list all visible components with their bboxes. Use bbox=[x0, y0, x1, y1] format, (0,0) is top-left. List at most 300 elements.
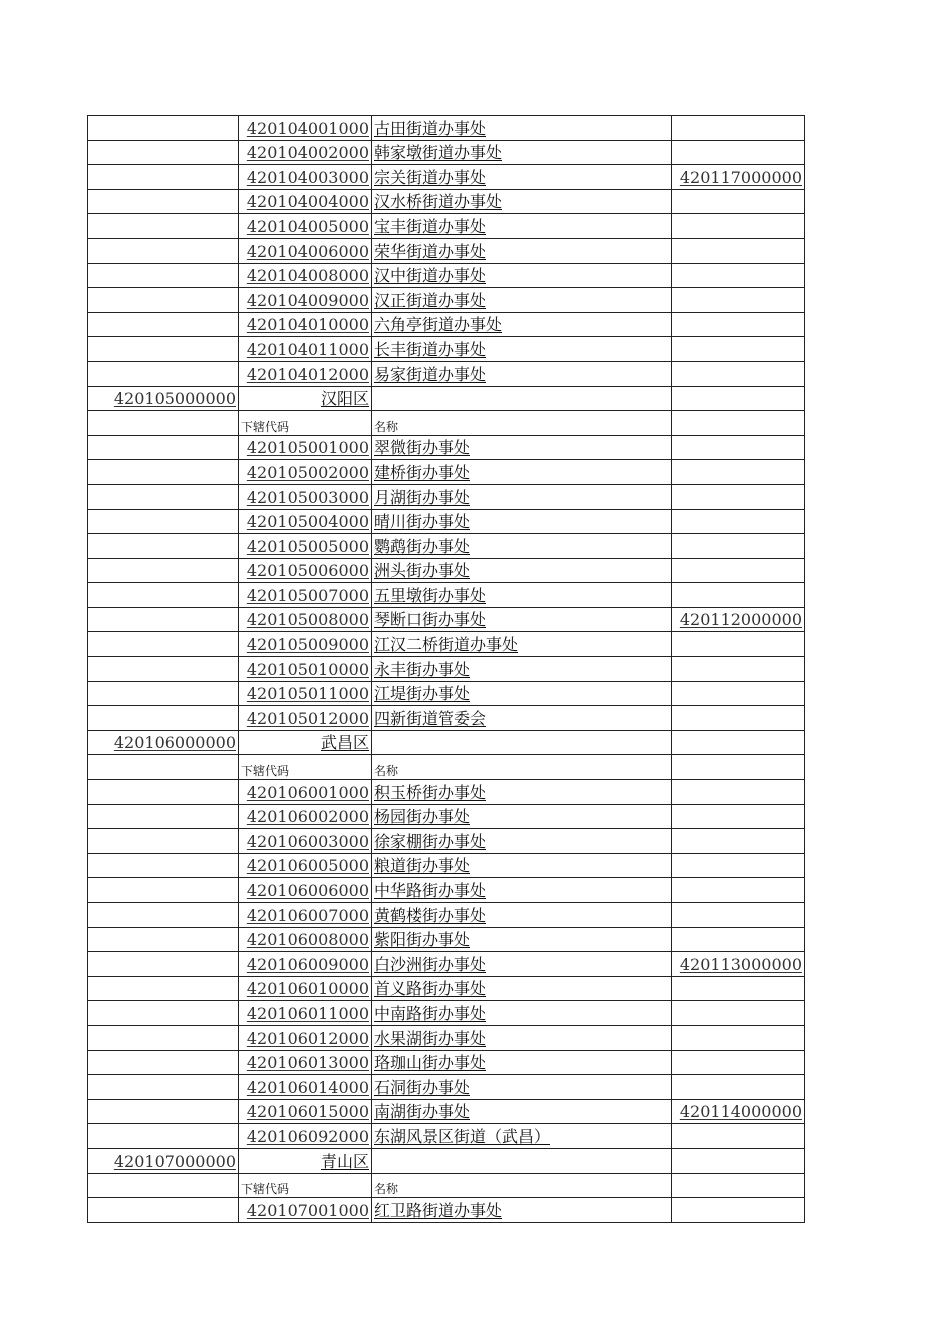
subdistrict-code-link[interactable]: 420106012000 bbox=[246, 1028, 369, 1048]
empty-cell bbox=[372, 1148, 672, 1173]
reference-code-link[interactable]: 420113000000 bbox=[679, 954, 802, 974]
district-row bbox=[88, 730, 805, 755]
subdistrict-code-link[interactable]: 420107001000 bbox=[246, 1200, 369, 1220]
subdistrict-code-link[interactable]: 420105006000 bbox=[246, 561, 369, 581]
subdistrict-name-link[interactable]: 首义路街办事处 bbox=[374, 979, 487, 999]
cell-c2 bbox=[239, 509, 372, 534]
cell-c2 bbox=[239, 681, 372, 706]
district-row bbox=[88, 1148, 805, 1173]
cell-c2 bbox=[239, 165, 372, 190]
empty-cell bbox=[88, 1099, 239, 1124]
empty-cell bbox=[672, 411, 805, 436]
subdistrict-name-link[interactable]: 水果湖街办事处 bbox=[374, 1028, 487, 1048]
subdistrict-code-link[interactable]: 420104004000 bbox=[246, 192, 369, 212]
subdistrict-code-link[interactable]: 420106003000 bbox=[246, 831, 369, 851]
cell-c1 bbox=[88, 730, 239, 755]
cell-c2 bbox=[239, 460, 372, 485]
subdistrict-name-link[interactable]: 积玉桥街办事处 bbox=[374, 782, 487, 802]
cell-c3 bbox=[372, 755, 672, 780]
table-row bbox=[88, 116, 805, 141]
subdistrict-name-link[interactable]: 汉正街道办事处 bbox=[374, 290, 487, 310]
district-row bbox=[88, 386, 805, 411]
subheader-row bbox=[88, 1173, 805, 1198]
spreadsheet-table bbox=[87, 115, 805, 1223]
table-row bbox=[88, 607, 805, 632]
cell-c2 bbox=[239, 607, 372, 632]
name-column-header: 名称 bbox=[374, 419, 399, 434]
cell-c3 bbox=[372, 1025, 672, 1050]
table-row bbox=[88, 140, 805, 165]
subdistrict-name-link[interactable]: 黄鹤楼街办事处 bbox=[374, 905, 487, 925]
cell-c2 bbox=[239, 952, 372, 977]
empty-cell bbox=[88, 116, 239, 141]
table-row bbox=[88, 214, 805, 239]
subdistrict-name-link[interactable]: 长丰街道办事处 bbox=[374, 339, 487, 359]
cell-c3 bbox=[372, 976, 672, 1001]
table-row bbox=[88, 337, 805, 362]
empty-cell bbox=[672, 534, 805, 559]
subheader-row bbox=[88, 755, 805, 780]
cell-c2 bbox=[239, 1075, 372, 1100]
reference-code-link[interactable]: 420112000000 bbox=[679, 610, 802, 630]
cell-c3 bbox=[372, 853, 672, 878]
subdistrict-code-link[interactable]: 420106010000 bbox=[246, 979, 369, 999]
cell-c2 bbox=[239, 632, 372, 657]
empty-cell bbox=[88, 1050, 239, 1075]
subcode-column-header: 下辖代码 bbox=[241, 419, 290, 434]
empty-cell bbox=[672, 1050, 805, 1075]
table-row bbox=[88, 1001, 805, 1026]
empty-cell bbox=[672, 804, 805, 829]
cell-c2 bbox=[239, 1001, 372, 1026]
district-name-link[interactable]: 汉阳区 bbox=[320, 389, 369, 409]
empty-cell bbox=[88, 361, 239, 386]
empty-cell bbox=[672, 1173, 805, 1198]
subdistrict-code-link[interactable]: 420106007000 bbox=[246, 905, 369, 925]
cell-c3 bbox=[372, 1124, 672, 1149]
empty-cell bbox=[88, 1001, 239, 1026]
subdistrict-code-link[interactable]: 420105002000 bbox=[246, 462, 369, 482]
subdistrict-name-link[interactable]: 中华路街办事处 bbox=[374, 881, 487, 900]
table-row bbox=[88, 1124, 805, 1149]
subdistrict-code-link[interactable]: 420106001000 bbox=[246, 782, 369, 802]
subdistrict-name-link[interactable]: 汉水桥街道办事处 bbox=[374, 192, 503, 212]
empty-cell bbox=[672, 878, 805, 903]
cell-c2 bbox=[239, 534, 372, 559]
cell-c3 bbox=[372, 509, 672, 534]
table-row bbox=[88, 952, 805, 977]
cell-c3 bbox=[372, 1173, 672, 1198]
cell-c2 bbox=[239, 804, 372, 829]
cell-c3 bbox=[372, 189, 672, 214]
table-row bbox=[88, 1075, 805, 1100]
empty-cell bbox=[88, 263, 239, 288]
empty-cell bbox=[88, 952, 239, 977]
empty-cell bbox=[88, 1173, 239, 1198]
cell-c2 bbox=[239, 214, 372, 239]
subdistrict-name-link[interactable]: 荣华街道办事处 bbox=[374, 241, 487, 261]
empty-cell bbox=[88, 534, 239, 559]
empty-cell bbox=[88, 681, 239, 706]
empty-cell bbox=[88, 657, 239, 682]
table-row bbox=[88, 460, 805, 485]
cell-c2 bbox=[239, 361, 372, 386]
cell-c3 bbox=[372, 804, 672, 829]
cell-c3 bbox=[372, 829, 672, 854]
table-row bbox=[88, 681, 805, 706]
subdistrict-code-link[interactable]: 420106009000 bbox=[246, 954, 369, 974]
empty-cell bbox=[672, 1198, 805, 1223]
subdistrict-code-link[interactable]: 420104010000 bbox=[246, 315, 369, 335]
empty-cell bbox=[88, 1198, 239, 1223]
subdistrict-code-link[interactable]: 420105009000 bbox=[246, 635, 369, 655]
cell-c2 bbox=[239, 976, 372, 1001]
subdistrict-name-link[interactable]: 晴川街办事处 bbox=[374, 512, 471, 532]
table-row bbox=[88, 238, 805, 263]
empty-cell bbox=[672, 361, 805, 386]
cell-c2 bbox=[239, 706, 372, 731]
cell-c3 bbox=[372, 1099, 672, 1124]
cell-c3 bbox=[372, 1198, 672, 1223]
empty-cell bbox=[672, 263, 805, 288]
table-row bbox=[88, 829, 805, 854]
empty-cell bbox=[88, 435, 239, 460]
cell-c1 bbox=[88, 1148, 239, 1173]
table-row bbox=[88, 1050, 805, 1075]
empty-cell bbox=[672, 853, 805, 878]
district-name-link[interactable]: 武昌区 bbox=[320, 733, 369, 753]
empty-cell bbox=[88, 927, 239, 952]
cell-c4 bbox=[672, 952, 805, 977]
empty-cell bbox=[88, 583, 239, 608]
empty-cell bbox=[672, 337, 805, 362]
subdistrict-code-link[interactable]: 420104003000 bbox=[246, 167, 369, 187]
subdistrict-name-link[interactable]: 月湖街办事处 bbox=[374, 487, 471, 507]
empty-cell bbox=[88, 484, 239, 509]
cell-c3 bbox=[372, 288, 672, 313]
cell-c2 bbox=[239, 189, 372, 214]
district-code-link[interactable]: 420105000000 bbox=[113, 389, 236, 409]
subdistrict-name-link[interactable]: 江汉二桥街道办事处 bbox=[374, 635, 519, 655]
subdistrict-name-link[interactable]: 江堤街办事处 bbox=[374, 684, 471, 704]
subdistrict-code-link[interactable]: 420104008000 bbox=[246, 266, 369, 286]
subdistrict-name-link[interactable]: 红卫路街道办事处 bbox=[374, 1200, 503, 1220]
table-row bbox=[88, 583, 805, 608]
table-row bbox=[88, 903, 805, 928]
empty-cell bbox=[672, 189, 805, 214]
empty-cell bbox=[672, 214, 805, 239]
subdistrict-name-link[interactable]: 永丰街办事处 bbox=[374, 659, 471, 679]
empty-cell bbox=[672, 755, 805, 780]
cell-c2 bbox=[239, 780, 372, 805]
cell-c2 bbox=[239, 878, 372, 903]
empty-cell bbox=[372, 730, 672, 755]
empty-cell bbox=[672, 730, 805, 755]
subdistrict-name-link[interactable]: 南湖街办事处 bbox=[374, 1102, 471, 1122]
cell-c2 bbox=[239, 1025, 372, 1050]
subdistrict-code-link[interactable]: 420105003000 bbox=[246, 487, 369, 507]
table-row bbox=[88, 1198, 805, 1223]
table-row bbox=[88, 804, 805, 829]
cell-c3 bbox=[372, 780, 672, 805]
cell-c1 bbox=[88, 386, 239, 411]
subdistrict-code-link[interactable]: 420106005000 bbox=[246, 856, 369, 876]
empty-cell bbox=[672, 829, 805, 854]
table-row bbox=[88, 509, 805, 534]
empty-cell bbox=[88, 1124, 239, 1149]
table-row bbox=[88, 853, 805, 878]
cell-c2 bbox=[239, 1198, 372, 1223]
empty-cell bbox=[672, 1001, 805, 1026]
subdistrict-name-link[interactable]: 宗关街道办事处 bbox=[374, 167, 487, 187]
empty-cell bbox=[88, 214, 239, 239]
subdistrict-name-link[interactable]: 翠微街办事处 bbox=[374, 438, 471, 458]
spreadsheet-body bbox=[88, 116, 805, 1223]
subdistrict-code-link[interactable]: 420106008000 bbox=[246, 930, 369, 950]
cell-c2 bbox=[239, 116, 372, 141]
cell-c2 bbox=[239, 1148, 372, 1173]
subdistrict-code-link[interactable]: 420104011000 bbox=[246, 339, 369, 359]
table-row bbox=[88, 558, 805, 583]
district-code-link[interactable]: 420107000000 bbox=[113, 1151, 236, 1171]
table-row bbox=[88, 361, 805, 386]
cell-c2 bbox=[239, 1099, 372, 1124]
cell-c3 bbox=[372, 140, 672, 165]
subdistrict-code-link[interactable]: 420104006000 bbox=[246, 241, 369, 261]
subdistrict-code-link[interactable]: 420106015000 bbox=[246, 1102, 369, 1122]
cell-c3 bbox=[372, 214, 672, 239]
subdistrict-name-link[interactable]: 紫阳街办事处 bbox=[374, 930, 471, 950]
cell-c3 bbox=[372, 534, 672, 559]
subdistrict-code-link[interactable]: 420104001000 bbox=[246, 118, 369, 138]
cell-c3 bbox=[372, 1001, 672, 1026]
subdistrict-name-link[interactable]: 宝丰街道办事处 bbox=[374, 216, 487, 236]
reference-code-link[interactable]: 420114000000 bbox=[679, 1102, 802, 1122]
empty-cell bbox=[672, 509, 805, 534]
subdistrict-name-link[interactable]: 粮道街办事处 bbox=[374, 856, 471, 876]
cell-c2 bbox=[239, 140, 372, 165]
cell-c3 bbox=[372, 337, 672, 362]
empty-cell bbox=[672, 632, 805, 657]
empty-cell bbox=[672, 558, 805, 583]
subdistrict-name-link[interactable]: 徐家棚街办事处 bbox=[374, 831, 487, 851]
empty-cell bbox=[88, 140, 239, 165]
cell-c3 bbox=[372, 116, 672, 141]
table-row bbox=[88, 435, 805, 460]
empty-cell bbox=[672, 657, 805, 682]
table-row bbox=[88, 706, 805, 731]
subdistrict-name-link[interactable]: 白沙洲街办事处 bbox=[374, 954, 487, 974]
empty-cell bbox=[672, 1025, 805, 1050]
empty-cell bbox=[672, 780, 805, 805]
subdistrict-code-link[interactable]: 420105012000 bbox=[246, 708, 369, 728]
subdistrict-code-link[interactable]: 420105008000 bbox=[246, 610, 369, 630]
empty-cell bbox=[88, 976, 239, 1001]
subdistrict-name-link[interactable]: 琴断口街办事处 bbox=[374, 610, 487, 630]
empty-cell bbox=[672, 386, 805, 411]
table-row bbox=[88, 534, 805, 559]
subdistrict-name-link[interactable]: 建桥街办事处 bbox=[374, 462, 471, 482]
cell-c3 bbox=[372, 1075, 672, 1100]
cell-c3 bbox=[372, 952, 672, 977]
subheader-row bbox=[88, 411, 805, 436]
cell-c2 bbox=[239, 558, 372, 583]
empty-cell bbox=[672, 238, 805, 263]
cell-c3 bbox=[372, 583, 672, 608]
cell-c3 bbox=[372, 238, 672, 263]
table-row bbox=[88, 288, 805, 313]
empty-cell bbox=[88, 189, 239, 214]
cell-c3 bbox=[372, 435, 672, 460]
empty-cell bbox=[88, 706, 239, 731]
subdistrict-code-link[interactable]: 420105007000 bbox=[246, 585, 369, 605]
subdistrict-name-link[interactable]: 易家街道办事处 bbox=[374, 364, 487, 384]
cell-c3 bbox=[372, 411, 672, 436]
cell-c2 bbox=[239, 238, 372, 263]
cell-c3 bbox=[372, 903, 672, 928]
empty-cell bbox=[672, 706, 805, 731]
empty-cell bbox=[672, 116, 805, 141]
subdistrict-name-link[interactable]: 六角亭街道办事处 bbox=[374, 315, 503, 335]
empty-cell bbox=[88, 632, 239, 657]
empty-cell bbox=[88, 312, 239, 337]
table-row bbox=[88, 657, 805, 682]
empty-cell bbox=[88, 755, 239, 780]
district-name-link[interactable]: 青山区 bbox=[320, 1151, 369, 1171]
cell-c2 bbox=[239, 484, 372, 509]
cell-c4 bbox=[672, 1099, 805, 1124]
empty-cell bbox=[88, 509, 239, 534]
subdistrict-name-link[interactable]: 石洞街办事处 bbox=[374, 1077, 471, 1097]
table-row bbox=[88, 1099, 805, 1124]
cell-c3 bbox=[372, 1050, 672, 1075]
cell-c3 bbox=[372, 558, 672, 583]
reference-code-link[interactable]: 420117000000 bbox=[679, 167, 802, 187]
empty-cell bbox=[672, 1124, 805, 1149]
name-column-header: 名称 bbox=[374, 764, 399, 779]
subdistrict-code-link[interactable]: 420104002000 bbox=[246, 143, 369, 163]
table-row bbox=[88, 878, 805, 903]
subdistrict-code-link[interactable]: 420106014000 bbox=[246, 1077, 369, 1097]
cell-c2 bbox=[239, 1173, 372, 1198]
cell-c3 bbox=[372, 927, 672, 952]
empty-cell bbox=[88, 558, 239, 583]
subdistrict-name-link[interactable]: 珞珈山街办事处 bbox=[374, 1053, 487, 1073]
cell-c3 bbox=[372, 361, 672, 386]
subcode-column-header: 下辖代码 bbox=[241, 1182, 290, 1197]
subdistrict-code-link[interactable]: 420105004000 bbox=[246, 512, 369, 532]
subdistrict-name-link[interactable]: 五里墩街办事处 bbox=[374, 585, 487, 605]
empty-cell bbox=[672, 460, 805, 485]
empty-cell bbox=[88, 238, 239, 263]
subdistrict-code-link[interactable]: 420106011000 bbox=[246, 1003, 369, 1023]
table-row bbox=[88, 927, 805, 952]
subdistrict-code-link[interactable]: 420105005000 bbox=[246, 536, 369, 556]
district-code-link[interactable]: 420106000000 bbox=[113, 733, 236, 753]
cell-c3 bbox=[372, 878, 672, 903]
cell-c2 bbox=[239, 435, 372, 460]
cell-c3 bbox=[372, 263, 672, 288]
empty-cell bbox=[672, 927, 805, 952]
empty-cell bbox=[88, 1025, 239, 1050]
empty-cell bbox=[372, 386, 672, 411]
name-column-header: 名称 bbox=[374, 1182, 399, 1197]
subdistrict-name-link[interactable]: 四新街道管委会 bbox=[374, 708, 487, 728]
subdistrict-code-link[interactable]: 420105001000 bbox=[246, 438, 369, 458]
subdistrict-code-link[interactable]: 420106002000 bbox=[246, 807, 369, 827]
cell-c2 bbox=[239, 730, 372, 755]
subdistrict-code-link[interactable]: 420105011000 bbox=[246, 684, 369, 704]
empty-cell bbox=[88, 780, 239, 805]
cell-c4 bbox=[672, 165, 805, 190]
subdistrict-name-link[interactable]: 韩家墩街道办事处 bbox=[374, 143, 503, 163]
empty-cell bbox=[672, 484, 805, 509]
cell-c4 bbox=[672, 607, 805, 632]
empty-cell bbox=[672, 583, 805, 608]
empty-cell bbox=[672, 312, 805, 337]
cell-c2 bbox=[239, 411, 372, 436]
subdistrict-code-link[interactable]: 420104012000 bbox=[246, 364, 369, 384]
cell-c2 bbox=[239, 657, 372, 682]
cell-c2 bbox=[239, 853, 372, 878]
cell-c3 bbox=[372, 632, 672, 657]
subcode-column-header: 下辖代码 bbox=[241, 764, 290, 779]
subdistrict-code-link[interactable]: 420106092000 bbox=[246, 1126, 369, 1146]
empty-cell bbox=[672, 1148, 805, 1173]
empty-cell bbox=[672, 435, 805, 460]
empty-cell bbox=[88, 853, 239, 878]
subdistrict-name-link[interactable]: 鹦鹉街办事处 bbox=[374, 536, 471, 556]
subdistrict-name-link[interactable]: 洲头街办事处 bbox=[374, 561, 471, 581]
table-row bbox=[88, 484, 805, 509]
cell-c2 bbox=[239, 927, 372, 952]
cell-c2 bbox=[239, 1050, 372, 1075]
cell-c3 bbox=[372, 607, 672, 632]
subdistrict-code-link[interactable]: 420106013000 bbox=[246, 1053, 369, 1073]
empty-cell bbox=[672, 288, 805, 313]
empty-cell bbox=[88, 411, 239, 436]
empty-cell bbox=[88, 804, 239, 829]
table-row bbox=[88, 189, 805, 214]
empty-cell bbox=[672, 140, 805, 165]
subdistrict-code-link[interactable]: 420105010000 bbox=[246, 659, 369, 679]
subdistrict-name-link[interactable]: 汉中街道办事处 bbox=[374, 266, 487, 286]
subdistrict-code-link[interactable]: 420104009000 bbox=[246, 290, 369, 310]
cell-c2 bbox=[239, 829, 372, 854]
cell-c2 bbox=[239, 337, 372, 362]
table-row bbox=[88, 976, 805, 1001]
empty-cell bbox=[672, 976, 805, 1001]
cell-c2 bbox=[239, 263, 372, 288]
subdistrict-name-link[interactable]: 中南路街办事处 bbox=[374, 1003, 487, 1023]
table-row bbox=[88, 1025, 805, 1050]
subdistrict-code-link[interactable]: 420106006000 bbox=[246, 881, 369, 900]
subdistrict-name-link[interactable]: 杨园街办事处 bbox=[374, 807, 471, 827]
empty-cell bbox=[88, 878, 239, 903]
cell-c2 bbox=[239, 288, 372, 313]
cell-c3 bbox=[372, 312, 672, 337]
table-row bbox=[88, 263, 805, 288]
subdistrict-name-link[interactable]: 东湖风景区街道（武昌） bbox=[374, 1126, 551, 1146]
table-row bbox=[88, 632, 805, 657]
subdistrict-name-link[interactable]: 古田街道办事处 bbox=[374, 118, 487, 138]
cell-c2 bbox=[239, 903, 372, 928]
empty-cell bbox=[88, 1075, 239, 1100]
table-row bbox=[88, 780, 805, 805]
subdistrict-code-link[interactable]: 420104005000 bbox=[246, 216, 369, 236]
cell-c3 bbox=[372, 706, 672, 731]
cell-c3 bbox=[372, 460, 672, 485]
